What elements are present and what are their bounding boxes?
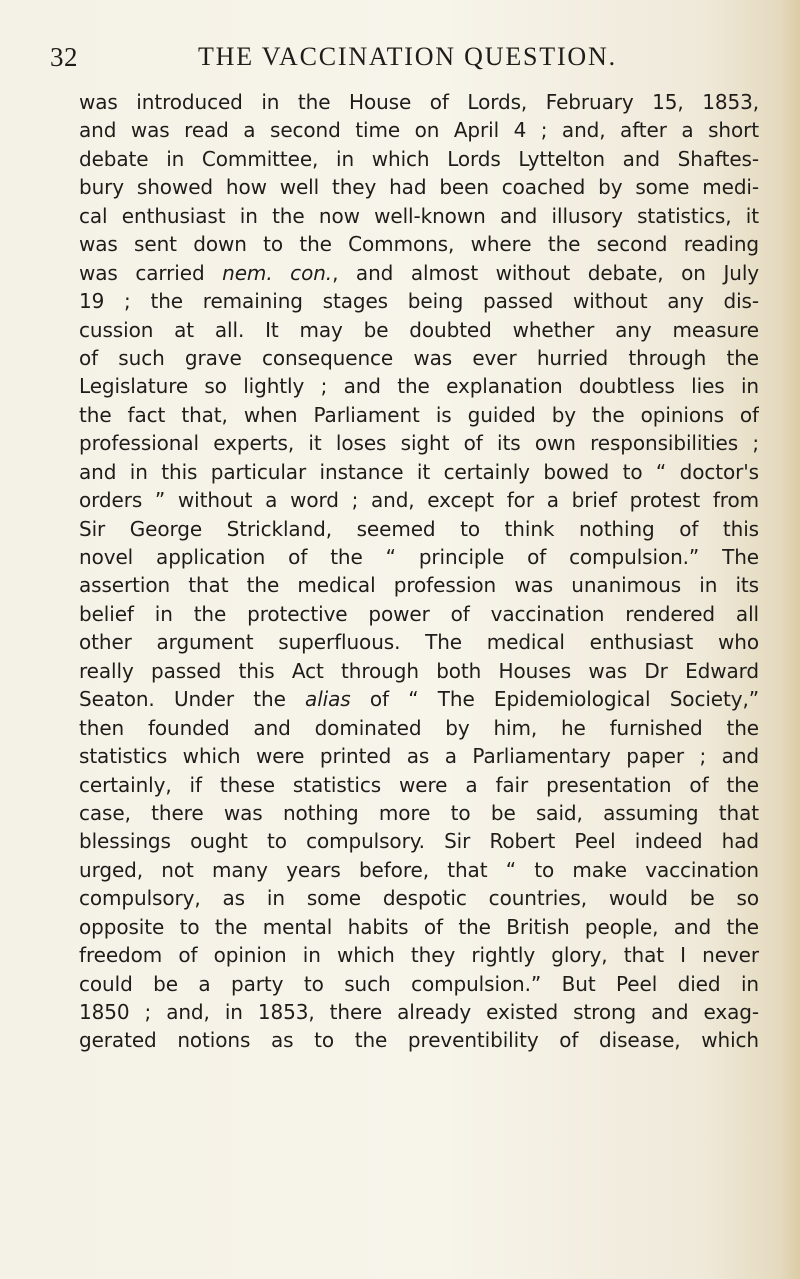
text-line: professional experts, it loses sight of its own responsibilities ; [79,431,759,456]
text-line: urged, not many years before, that “ to make vaccination [79,857,759,882]
text-line: statistics which were printed as a Parliamentary paper ; and [79,744,759,769]
text-line: of such grave consequence was ever hurried through the [79,345,759,370]
text-line: freedom of opinion in which they rightly glory, that I never [79,943,759,968]
text-line: case, there was nothing more to be said, assuming that [79,800,759,825]
text-line: assertion that the medical profession was unanimous in its [79,573,759,598]
text-line: other argument superfluous. The medical enthusiast who [79,630,759,655]
italic-phrase: alias [305,687,351,712]
text-line: really passed this Act through both Houses was Dr Edward [79,658,759,683]
text-line: certainly, if these statistics were a fair presentation of the [79,772,759,797]
text-segment: of “ The Epidemiological Society,” [350,687,759,712]
text-line [79,685,759,713]
text-line: debate in Committee, in which Lords Lyttelton and Shaftes- [79,146,759,171]
text-line: novel application of the “ principle of compulsion.” The [79,545,759,569]
page-edge-shadow [780,0,800,1279]
text-line: Sir George Strickland, seemed to think nothing of this [79,516,759,541]
page-number: 32 [50,42,78,72]
text-line: bury showed how well they had been coached by some medi- [79,175,759,200]
text-line: opposite to the mental habits of the British people, and the [79,914,759,939]
text-line: gerated notions as to the preventibility of disease, which [79,1028,759,1053]
text-line: then founded and dominated by him, he furnished the [79,715,759,740]
text-line: and was read a second time on April 4 ; and, after a short [79,118,759,143]
text-line: was sent down to the Commons, where the second reading [79,232,759,257]
text-line: orders ” without a word ; and, except for a brief protest from [79,488,759,513]
text-line: compulsory, as in some despotic countries, would be so [79,886,759,911]
italic-phrase: nem. con. [222,260,333,285]
text-line [79,259,759,287]
text-line: blessings ought to compulsory. Sir Robert Peel indeed had [79,829,759,854]
text-line: cussion at all. It may be doubted whether any measure [79,317,759,342]
text-line: and in this particular instance it certainly bowed to “ doctor's [79,459,759,484]
body-text [79,88,759,1055]
text-line: belief in the protective power of vaccination rendered all [79,601,759,626]
text-line: Legislature so lightly ; and the explanation doubtless lies in [79,374,759,399]
text-line: 19 ; the remaining stages being passed without any dis- [79,289,759,314]
text-line: 1850 ; and, in 1853, there already existed strong and exag- [79,1000,759,1024]
running-head: THE VACCINATION QUESTION. [198,42,617,71]
text-line: was introduced in the House of Lords, February 15, 1853, [79,90,759,114]
text-segment: , and almost without debate, on July [332,260,759,285]
text-line: cal enthusiast in the now well-known and illusory statistics, it [79,203,759,228]
text-segment: was carried [79,260,223,285]
text-line: could be a party to such compulsion.” But Peel died in [79,971,759,996]
text-segment: Seaton. Under the [79,687,306,712]
text-line: the fact that, when Parliament is guided by the opinions of [79,402,759,427]
